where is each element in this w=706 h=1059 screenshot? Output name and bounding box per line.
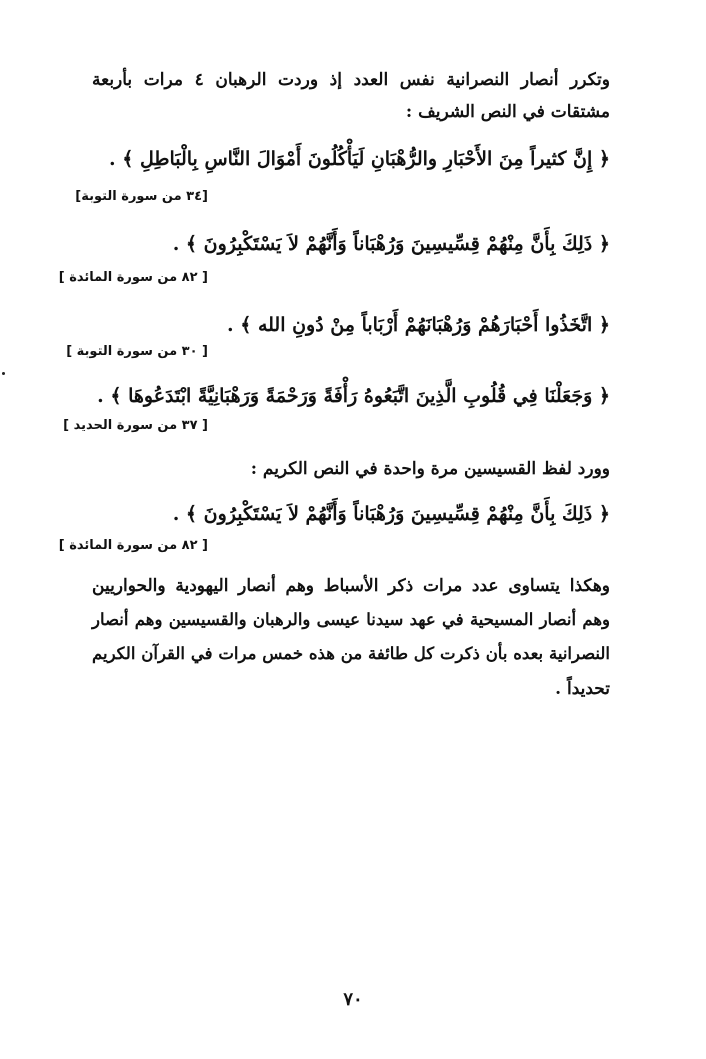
page-number: ٧٠: [343, 989, 363, 1010]
intro-line-2: مشتقات في النص الشريف :: [405, 102, 610, 122]
middle-line: وورد لفظ القسيسين مرة واحدة في النص الكريم :: [250, 459, 610, 479]
verse-3: ﴿ اتَّخَذُوا أَحْبَارَهُمْ وَرُهْبَانَهُمْ أَرْبَاباً مِنْ دُونِ الله ﴾ .: [226, 314, 610, 336]
intro-line-1: وتكرر أنصار النصرانية نفس العدد إذ وردت الرهبان ٤ مرات بأربعة: [92, 70, 611, 90]
verse-5: ﴿ ذَلِكَ بِأَنَّ مِنْهُمْ قِسِّيسِينَ وَرُهْبَاناً وَأَنَّهُمْ لاَ يَسْتَكْبِرُونَ ﴾ .: [172, 503, 610, 525]
closing-line-1: وهكذا يتساوى عدد مرات ذكر الأسباط وهم أنصار اليهودية والحواريين: [92, 576, 610, 596]
closing-line-2: وهم أنصار المسيحية في عهد سيدنا عيسى والرهبان والقسيسين وهم أنصار: [92, 610, 610, 629]
verse-1: ﴿ إِنَّ كثيراً مِنَ الأَحْبَارِ والرُّهْبَانِ لَيَأْكُلُونَ أَمْوَالَ النَّاسِ بِالْبَاطِلِ ﴾ .: [108, 148, 610, 170]
closing-line-3: النصرانية بعده بأن ذكرت كل طائفة من هذه خمس مرات في القرآن الكريم: [92, 644, 610, 663]
scan-speck: [2, 372, 5, 375]
verse-2-reference: [ ٨٢ من سورة المائدة ]: [58, 270, 208, 285]
closing-line-4: تحديداً .: [555, 679, 610, 699]
verse-1-reference: [٣٤ من سورة التوبة]: [75, 189, 208, 204]
verse-5-reference: [ ٨٢ من سورة المائدة ]: [58, 538, 208, 553]
verse-2: ﴿ ذَلِكَ بِأَنَّ مِنْهُمْ قِسِّيسِينَ وَرُهْبَاناً وَأَنَّهُمْ لاَ يَسْتَكْبِرُونَ ﴾ .: [172, 233, 610, 255]
verse-4: ﴿ وَجَعَلْنَا فِي قُلُوبِ الَّذِينَ اتَّبَعُوهُ رَأْفَةً وَرَحْمَةً وَرَهْبَانِيَّةً ابْتَدَعُوهَا ﴾ .: [97, 385, 610, 407]
verse-4-reference: [ ٣٧ من سورة الحديد ]: [63, 418, 208, 433]
verse-3-reference: [ ٣٠ من سورة التوبة ]: [66, 344, 208, 359]
